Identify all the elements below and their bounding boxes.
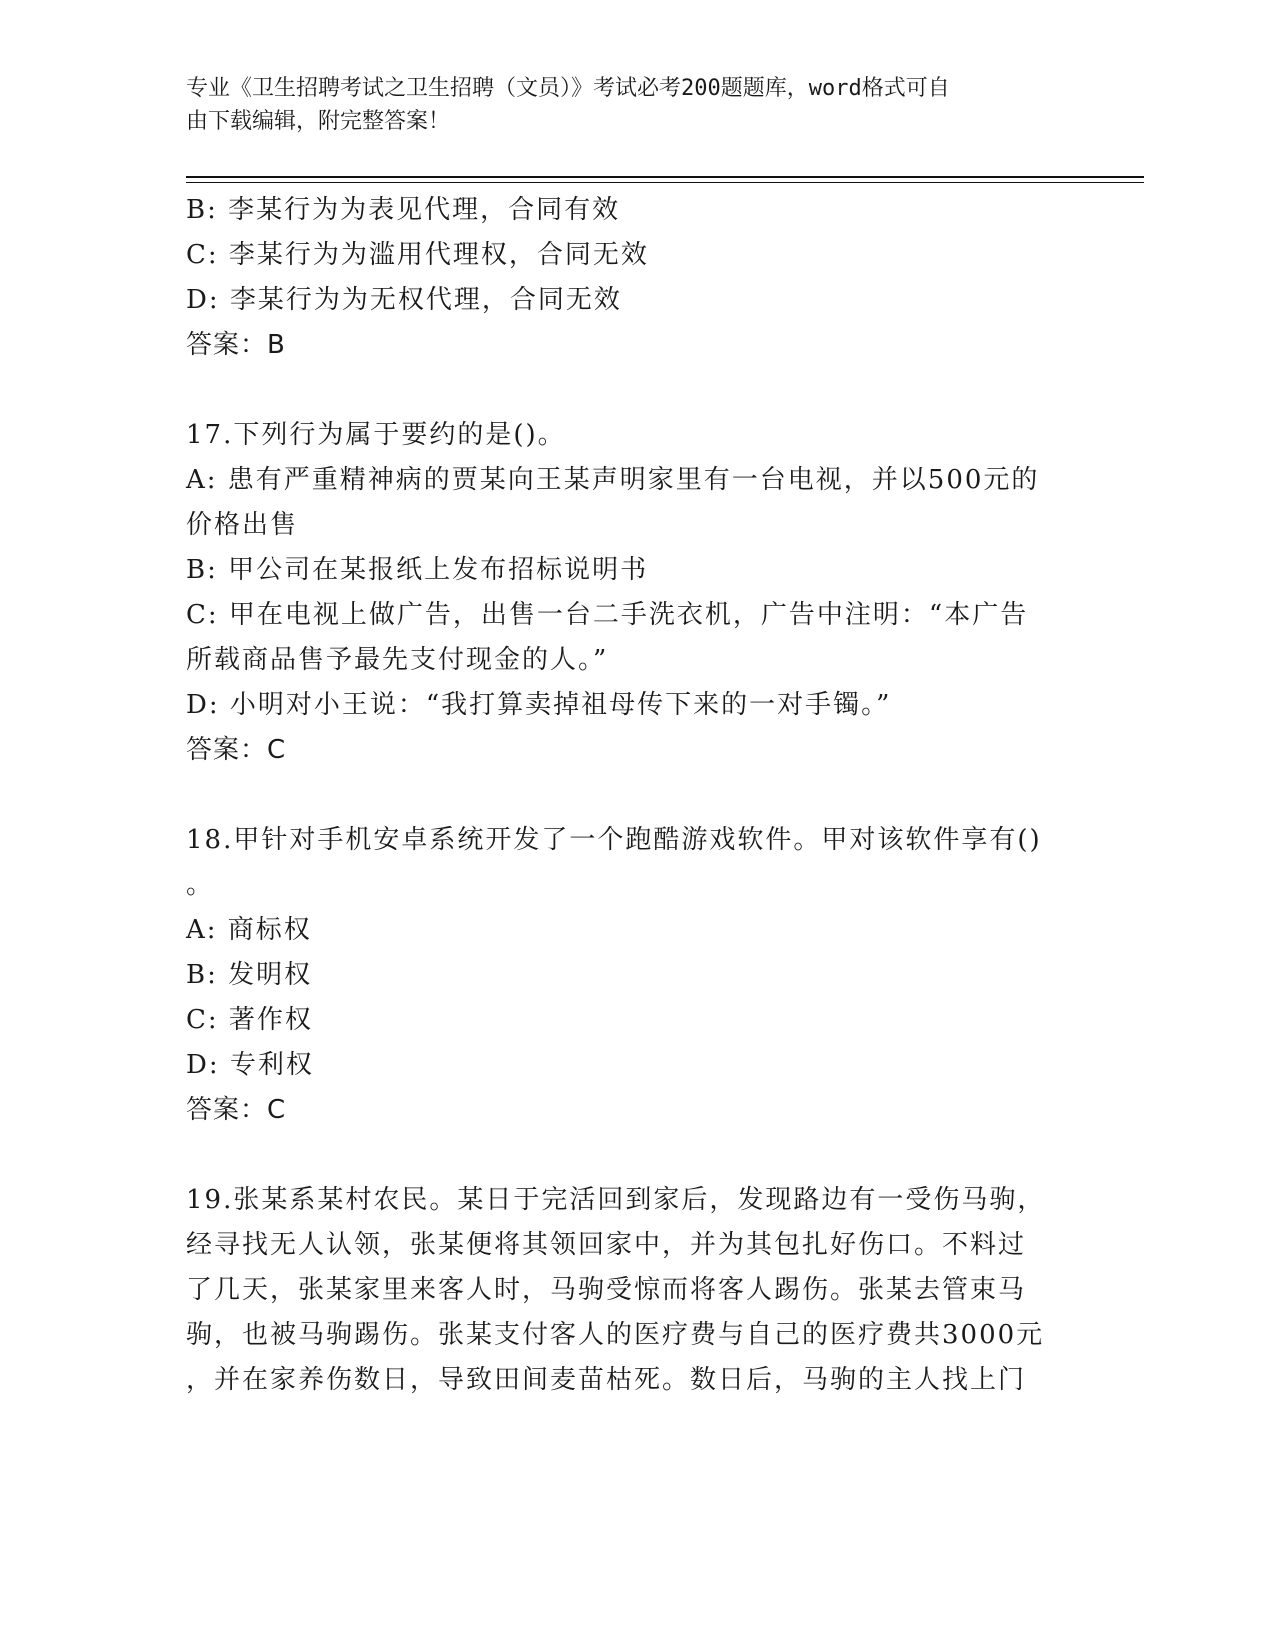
q19-line-1: 19.张某系某村农民。某日于完活回到家后，发现路边有一受伤马驹， [186, 1185, 1046, 1215]
q17-option-c-line-1: C: 甲在电视上做广告，出售一台二手洗衣机，广告中注明：“本广告 [186, 600, 1029, 630]
q18-option-a: A: 商标权 [186, 915, 312, 945]
q17-option-a-line-2: 价格出售 [186, 510, 299, 540]
q16-option-b: B: 李某行为为表见代理，合同有效 [186, 195, 621, 225]
q18-option-b: B: 发明权 [186, 960, 313, 990]
q18-option-c: C: 著作权 [186, 1005, 313, 1035]
spacer [186, 368, 1066, 413]
q19-line-4: 驹，也被马驹踢伤。张某支付客人的医疗费与自己的医疗费共3000元 [186, 1320, 1045, 1350]
q17-option-c-line-2: 所载商品售予最先支付现金的人。” [186, 645, 609, 675]
q17-option-d: D: 小明对小王说：“我打算卖掉祖母传下来的一对手镯。” [186, 690, 892, 720]
q18-stem-line-2: 。 [186, 870, 215, 900]
q17-option-a-line-1: A: 患有严重精神病的贾某向王某声明家里有一台电视，并以500元的 [186, 465, 1040, 495]
q16-option-d: D: 李某行为为无权代理，合同无效 [186, 285, 622, 315]
header-line-1: 专业《卫生招聘考试之卫生招聘（文员）》考试必考200题题库，word格式可自 [186, 76, 950, 101]
q16-option-c: C: 李某行为为滥用代理权，合同无效 [186, 240, 649, 270]
q18-option-d: D: 专利权 [186, 1050, 314, 1080]
question-18 [186, 818, 1066, 1133]
document-body [186, 188, 1066, 1403]
q18-stem-line-1: 18.甲针对手机安卓系统开发了一个跑酷游戏软件。甲对该软件享有() [186, 825, 1042, 855]
q18-answer: 答案：C [186, 1095, 287, 1125]
spacer [186, 1133, 1066, 1178]
q19-line-5: ，并在家养伤数日，导致田间麦苗枯死。数日后，马驹的主人找上门 [186, 1365, 1027, 1395]
q19-line-3: 了几天，张某家里来客人时，马驹受惊而将客人踢伤。张某去管束马 [186, 1275, 1027, 1305]
q17-stem: 17.下列行为属于要约的是()。 [186, 420, 566, 450]
document-header [186, 72, 1066, 138]
question-16-tail [186, 188, 1066, 368]
header-line-2: 由下载编辑，附完整答案！ [186, 109, 451, 134]
q17-answer: 答案：C [186, 735, 287, 765]
question-19 [186, 1178, 1066, 1403]
header-rule-thin [186, 182, 1144, 183]
question-17 [186, 413, 1066, 773]
q17-option-b: B: 甲公司在某报纸上发布招标说明书 [186, 555, 649, 585]
header-rule-thick [186, 176, 1144, 178]
q19-line-2: 经寻找无人认领，张某便将其领回家中，并为其包扎好伤口。不料过 [186, 1230, 1027, 1260]
spacer [186, 773, 1066, 818]
q16-answer: 答案：B [186, 330, 286, 360]
